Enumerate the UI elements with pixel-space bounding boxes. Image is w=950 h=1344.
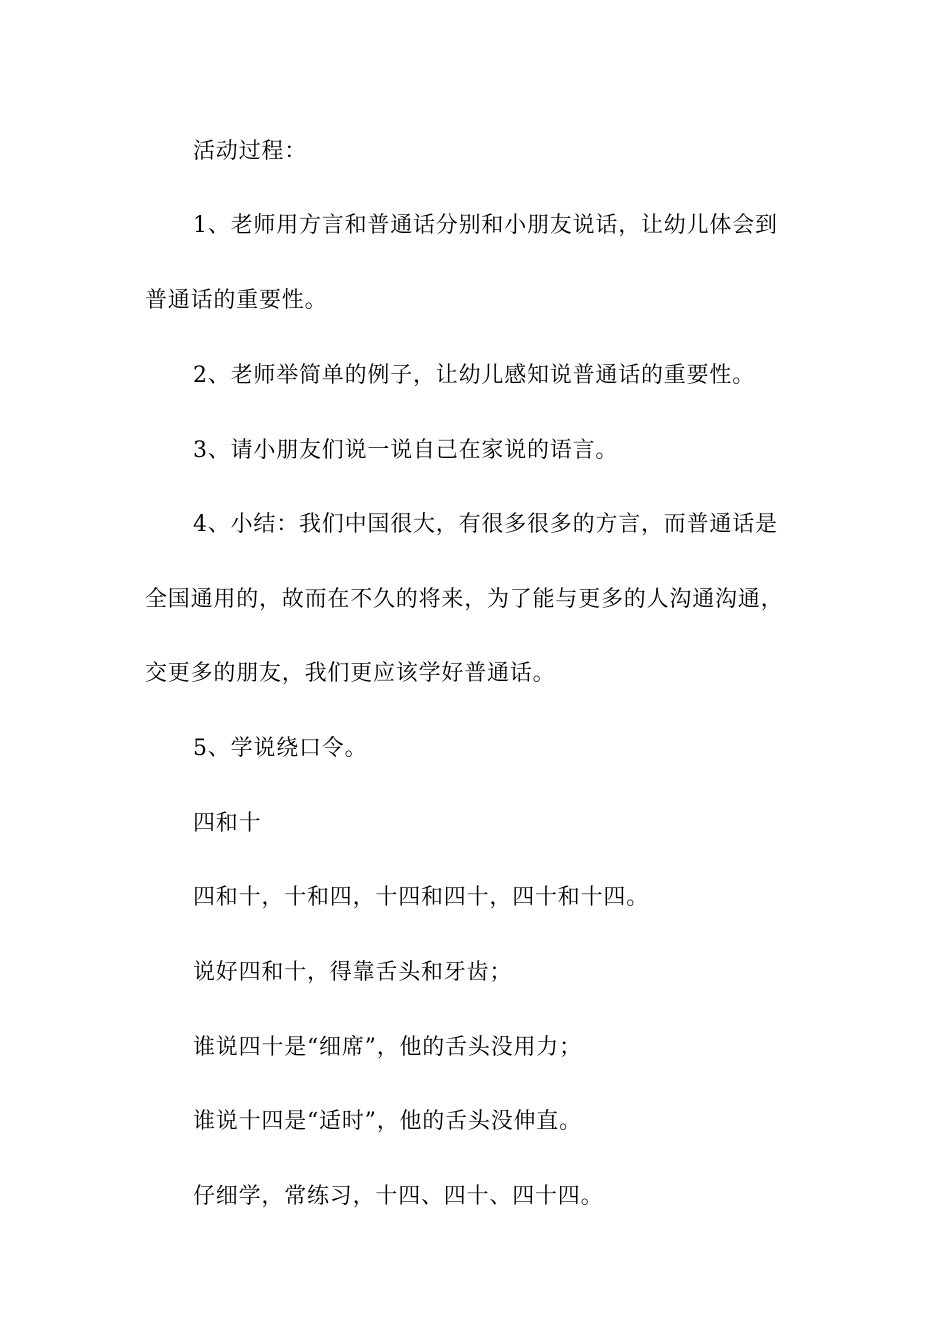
paragraph-line: 交更多的朋友，我们更应该学好普通话。: [145, 661, 556, 686]
tongue-twister-line: 谁说四十是“细席”，他的舌头没用力；: [193, 1035, 582, 1060]
tongue-twister-line: 仔细学，常练习，十四、四十、四十四。: [193, 1184, 604, 1209]
paragraph-line: 3、请小朋友们说一说自己在家说的语言。: [193, 438, 619, 463]
tongue-twister-title: 四和十: [193, 811, 262, 836]
paragraph-line: 4、小结：我们中国很大，有很多很多的方言，而普通话是: [193, 512, 778, 537]
tongue-twister-line: 说好四和十，得靠舌头和牙齿；: [193, 960, 513, 985]
section-heading: 活动过程：: [193, 139, 308, 164]
paragraph-line: 5、学说绕口令。: [193, 736, 368, 761]
tongue-twister-line: 四和十，十和四，十四和四十，四十和十四。: [193, 885, 650, 910]
tongue-twister-line: 谁说十四是“适时”，他的舌头没伸直。: [193, 1109, 582, 1134]
paragraph-line: 全国通用的，故而在不久的将来，为了能与更多的人沟通沟通，: [145, 587, 784, 612]
paragraph-line: 普通话的重要性。: [145, 288, 328, 313]
paragraph-line: 1、老师用方言和普通话分别和小朋友说话，让幼儿体会到: [193, 213, 778, 238]
paragraph-line: 2、老师举简单的例子，让幼儿感知说普通话的重要性。: [193, 363, 755, 388]
